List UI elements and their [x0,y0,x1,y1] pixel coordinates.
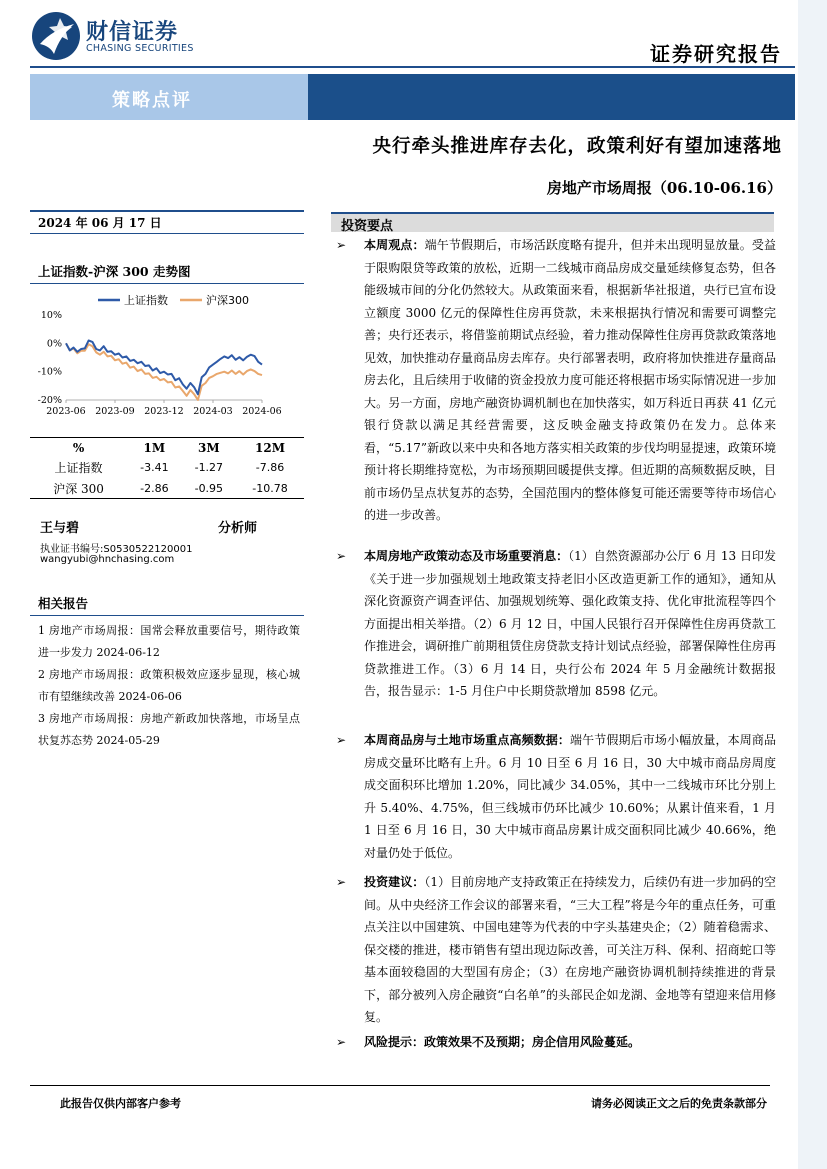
x-tick-label: 2023-06 [46,406,86,417]
table-cell: -10.78 [252,481,288,495]
legend-label: 上证指数 [124,294,168,307]
arrow-bullet-icon: ➢ [336,1035,347,1049]
x-tick-label: 2024-03 [193,406,233,417]
logo-chinese-name: 财信证券 [86,20,179,45]
table-cell: -3.41 [140,461,169,475]
table-cell: -2.86 [140,481,169,495]
bullet-text: 政策效果不及预期；房企信用风险蔓延。 [424,1035,641,1049]
bullet-text: （1）自然资源部办公厅 6 月 13 日印发《关于进一步加强规划土地政策支持老旧小区改造更新工作的通知》，通知从深化资源资产调查评估、加强规划统筹、强化政策支持、优化审批流程等四个方面提出相关举措。（2）6 月 12 日，中国人民银行召开保障性住房再贷款工作推进会，调研推广前期租赁住房贷款支持计划试点经验，部署保障性住房再贷款推进工作。（3）6 月 14 日，央行公布 2024 年 5 月金融统计数据报告，报告显示：1-5 月住户中长期贷款增加 8598 亿元。 [364,549,776,698]
table-header-cell: % [72,440,85,455]
table-cell: -7.86 [255,461,285,475]
bullet-label: 本周观点： [364,238,425,252]
bullet-market-data [336,729,776,864]
x-tick-label: 2023-09 [95,406,135,417]
table-cell: 上证指数 [54,461,103,476]
y-tick-label: -20% [37,395,62,406]
bullet-text: 端午节假期后市场小幅放量，本周商品房成交量环比略有上升。6 月 10 日至 6 月 16 日，30 大中城市商品房周度成交面积环比增加 1.20%，同比减少 34.05%，其中一二线城市环比分别上升 5.40%、4.75%，但三线城市仍环比减少 10.60%；从累计值来看，1 月 1 日至 6 月 16 日，30 大中城市商品房累计成交面积同比减少 40.66%，绝对量仍处于低位。 [364,733,776,860]
report-date: 2024 年 06 月 17 日 [30,210,304,234]
company-logo [30,10,200,62]
chart-series [66,341,262,401]
bullet-policy-news [336,545,776,703]
chart-legend [98,293,249,307]
key-points-heading-bar [331,212,774,232]
x-tick-label: 2024-06 [242,406,282,417]
page-edge-stripe [798,0,827,1169]
table-header-cell: 3M [198,440,220,455]
y-tick-label: 10% [40,310,62,321]
arrow-bullet-icon: ➢ [336,733,347,747]
footer-disclaimer-note: 请务必阅读正文之后的免责条款部分 [591,1097,767,1110]
bullet-label: 本周房地产政策动态及市场重要消息： [364,549,569,563]
y-tick-label: -10% [37,366,62,378]
table-header-cell: 1M [143,440,166,455]
analyst-name: 王与碧 [40,521,80,536]
category-banner-dark [308,74,795,120]
chart-axes [38,310,282,417]
footer-rule [30,1085,770,1086]
y-tick-label: 0% [46,338,62,350]
legend-label: 沪深300 [206,294,249,307]
bullet-weekly-view [336,234,776,527]
x-tick-label: 2023-12 [144,406,184,417]
bullet-text: 端午节假期后，市场活跃度略有提升，但并未出现明显放量。受益于限购限贷等政策的放松，近期一二线城市商品房成交量延续修复态势，但各能级城市间的分化仍然较大。从政策面来看，根据新华社报道，央行已宣布设立额度 3000 亿元的保障性住房再贷款，未来根据执行情况和需要可调整完善；央行还表示，将借鉴前期试点经验，着力推动保障性住房再贷款政策落地见效，加快推动存量商品房去库存。央行部署表明，政府将加快推进存量商品房去化，且后续用于收储的资金投放力度可能还将根据市场实际情况进一步加大。另一方面，房地产融资协调机制也在加快落实，如万科近日再获 41 亿元银行贷款以满足其经营需要，这反映金融支持政策仍在发力。总体来看，“5.17”新政以来中央和各地方落实相关政策的步伐均明显提速，政策环境预计将长期维持宽松，为市场预期回暖提供支撑。但近期的高频数据反映，目前市场仍呈点状复苏的态势，全国范围内的整体修复可能还需要等待市场信心的进一步改善。 [364,238,776,522]
table-header-row [30,438,304,458]
related-report-item[interactable]: 2 房地产市场周报：政策积极效应逐步显现，核心城市有望继续改善 2024-06-06 [38,668,300,703]
index-trend-chart [30,290,304,420]
table-cell: -0.95 [194,481,224,495]
bullet-investment-advice [336,871,776,1029]
series-line [66,341,262,395]
report-title: 央行牵头推进库存去化，政策利好有望加速落地 [372,136,782,157]
related-reports-heading: 相关报告 [30,594,304,616]
bullet-text: （1）目前房地产支持政策正在持续发力，后续仍有进一步加码的空间。从中央经济工作会议的部署来看，“三大工程”将是今年的重点任务，可重点关注以中国建筑、中国电建等为代表的中字头基建央企；（2）随着稳需求、保交楼的推进，楼市销售有望出现边际改善，可关注万科、保利、招商蛇口等基本面较稳固的大型国有房企；（3）在房地产融资协调机制持续推进的背景下，部分被列入房企融资“白名单”的头部民企如龙湖、金地等有望迎来信用修复。 [364,875,776,1024]
table-cell: -1.27 [194,461,224,475]
analyst-certificate: 执业证书编号:S0530522120001 [40,544,193,555]
analyst-role: 分析师 [218,521,258,536]
related-report-item[interactable]: 1 房地产市场周报：国常会释放重要信号，期待政策进一步发力 2024-06-12 [38,624,300,659]
related-report-item[interactable]: 3 房地产市场周报：房地产新政加快落地，市场呈点状复苏态势 2024-05-29 [38,712,300,747]
performance-table [30,437,304,499]
arrow-bullet-icon: ➢ [336,238,347,252]
header-rule [30,66,795,68]
arrow-bullet-icon: ➢ [336,549,347,563]
table-row [30,478,304,499]
bullet-label: 投资建议： [364,875,425,889]
table-header-cell: 12M [255,440,286,455]
footer-left-note: 此报告仅供内部客户参考 [60,1097,181,1110]
bullet-label: 风险提示： [364,1035,425,1049]
report-type: 证券研究报告 [650,42,782,66]
related-reports-list [38,620,300,752]
logo-mark-icon [30,10,82,62]
arrow-bullet-icon: ➢ [336,875,347,889]
category-label: 策略点评 [112,90,192,111]
analyst-email[interactable]: wangyubi@hnchasing.com [40,554,175,565]
table-row [30,458,304,479]
bullet-label: 本周商品房与土地市场重点高频数据： [364,733,571,747]
table-cell: 沪深 300 [53,481,104,496]
key-points-heading: 投资要点 [341,219,394,234]
bullet-risk-warning [336,1031,776,1054]
chart-heading: 上证指数-沪深 300 走势图 [30,262,304,284]
logo-english-name: CHASING SECURITIES [86,43,194,54]
report-subtitle: 房地产市场周报（06.10-06.16） [546,179,782,197]
